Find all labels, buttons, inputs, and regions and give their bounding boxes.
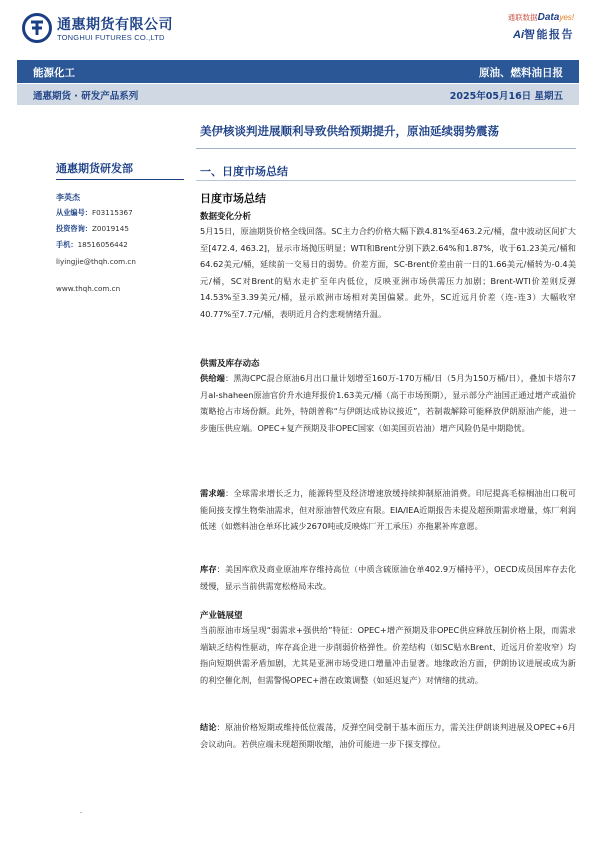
- phone-number: [56, 240, 128, 250]
- brand-top-yes: yes!: [559, 13, 574, 22]
- demand-lead: 需求端: [200, 488, 226, 498]
- section-divider: [196, 180, 576, 181]
- company-logo: [22, 12, 222, 46]
- brand-bottom-text: 智能报告: [524, 28, 574, 41]
- page-mark: [80, 812, 82, 813]
- category-label: 能源化工: [33, 67, 75, 79]
- department-name: 通惠期货研发部: [56, 162, 133, 175]
- brand-top-data: Data: [537, 12, 560, 23]
- report-title: 美伊核谈判进展顺利导致供给预期提升，原油延续弱势震荡: [200, 124, 499, 138]
- conclusion-paragraph: [200, 719, 576, 752]
- brand-top-line: [454, 12, 574, 23]
- series-bar: [17, 84, 579, 105]
- author-email[interactable]: liyingjie@thqh.com.cn: [56, 257, 136, 266]
- title-divider: [196, 148, 576, 149]
- license-value: F03115367: [91, 208, 133, 217]
- sidebar-divider: [56, 179, 184, 180]
- demand-paragraph: [200, 485, 576, 535]
- brand-top-cn: 通联数据: [507, 13, 538, 22]
- industry-outlook-paragraph: 当前原油市场呈现“弱需求+强供给”特征：OPEC+增产预期及非OPEC供应释放压制价格上限，而需求端缺乏结构性驱动，库存高企进一步削弱价格弹性。价差结构（如SC贴水Brent、近远月价差收窄）均指向短期供需矛盾加剧，尤其是亚洲市场受进口增量冲击显著。地缘政治方面，伊朗协议进展或成为新的利空催化剂，但需警惕OPEC+潜在政策调整（如延迟复产）对情绪的扰动。: [200, 625, 576, 685]
- supply-text: ：黑海CPC混合原油6月出口量计划增至160万-170万桶/日（5月为150万桶/日），叠加卡塔尔7月al-shaheen原油官价升水迪拜报价1.63美元/桶（高于市场预期），显示部分产油国正通过增产或溢价策略抢占市场份额。此外，特朗普称“与伊朗达成协议接近”，若制裁解除可能释放伊朗原油产能，进一步施压供应端。OPEC+复产预期及非OPEC国家（如美国页岩油）增产风险仍是中期隐忧。: [200, 373, 576, 433]
- report-type-label: 原油、燃料油日报: [479, 67, 563, 79]
- industry-outlook-heading: 产业链展望: [200, 611, 243, 621]
- data-analysis-heading: 数据变化分析: [200, 212, 252, 222]
- datayes-brand: [454, 12, 574, 42]
- invest-label: 投资咨询：: [56, 224, 92, 233]
- author-name: 李英杰: [56, 193, 80, 202]
- inventory-lead: 库存: [200, 564, 217, 574]
- phone-label: 手机：: [56, 240, 78, 249]
- company-website[interactable]: www.thqh.com.cn: [56, 284, 121, 293]
- invest-value: Z0019145: [91, 224, 129, 233]
- author-sidebar: [56, 160, 184, 293]
- license-number: [56, 208, 133, 218]
- supply-paragraph: [200, 370, 576, 436]
- license-label: 从业编号：: [56, 208, 92, 217]
- company-logo-icon: [22, 13, 52, 43]
- conclusion-text: ：原油价格短期或维持低位震荡，反弹空间受制于基本面压力，需关注伊朗谈判进展及OPEC+6月会议动向。若供应端未现超预期收缩，油价可能进一步下探支撑位。: [200, 722, 576, 749]
- report-date: 2025年05月16日 星期五: [449, 91, 563, 102]
- page-header: [0, 0, 596, 58]
- phone-value: 18516056442: [77, 240, 128, 249]
- series-label: 通惠期货 · 研发产品系列: [33, 91, 139, 102]
- inventory-text: ：美国库欣及商业原油库存维持高位（中质含硫原油仓单402.9万桶持平），OECD成员国库存去化缓慢，显示当前供需宽松格局未改。: [200, 564, 576, 591]
- subsection-heading: 日度市场总结: [200, 192, 266, 205]
- inventory-paragraph: [200, 561, 576, 594]
- conclusion-lead: 结论: [200, 722, 217, 732]
- brand-ai: Ai: [513, 29, 524, 41]
- supply-lead: 供给端: [200, 373, 225, 383]
- logo-english-name: TONGHUI FUTURES CO.,LTD: [57, 33, 165, 42]
- demand-text: ：全球需求增长乏力，能源转型及经济增速放缓持续抑制原油消费。印尼提高毛棕榈油出口税可能间接支撑生物柴油需求，但对原油替代效应有限。EIA/IEA近期报告未提及超预期需求增量，炼厂利润低迷（如燃料油仓单环比减少2670吨或反映炼厂开工承压）亦拖累补库意愿。: [200, 488, 576, 531]
- category-bar: [17, 60, 579, 83]
- invest-consult-number: [56, 224, 129, 234]
- data-analysis-paragraph: 5月15日，原油期货价格全线回落。SC主力合约价格大幅下跌4.81%至463.2元/桶，盘中波动区间扩大至[472.4, 463.2]，显示市场抛压明显；WTI和Brent分别下跌2.64%和1.87%，收于61.23美元/桶和64.62美元/桶，延续前一交易日的弱势。价差方面，SC-Brent价差由前一日的1.66美元/桶转为-0.4美元/桶，SC对Brent的贴水走扩至年内低位，反映亚洲市场供需压力加剧；Brent-WTI价差则反弹14.53%至3.39美元/桶，显示欧洲市场相对美国偏紧。此外，SC近远月价差（连-连3）大幅收窄40.77%至7.7元/桶，表明近月合约悲观情绪升温。: [200, 226, 576, 319]
- section-heading: 一、日度市场总结: [200, 165, 288, 178]
- brand-bottom-line: [454, 26, 574, 42]
- logo-chinese-name: 通惠期货有限公司: [57, 17, 173, 33]
- supply-demand-heading: 供需及库存动态: [200, 359, 260, 369]
